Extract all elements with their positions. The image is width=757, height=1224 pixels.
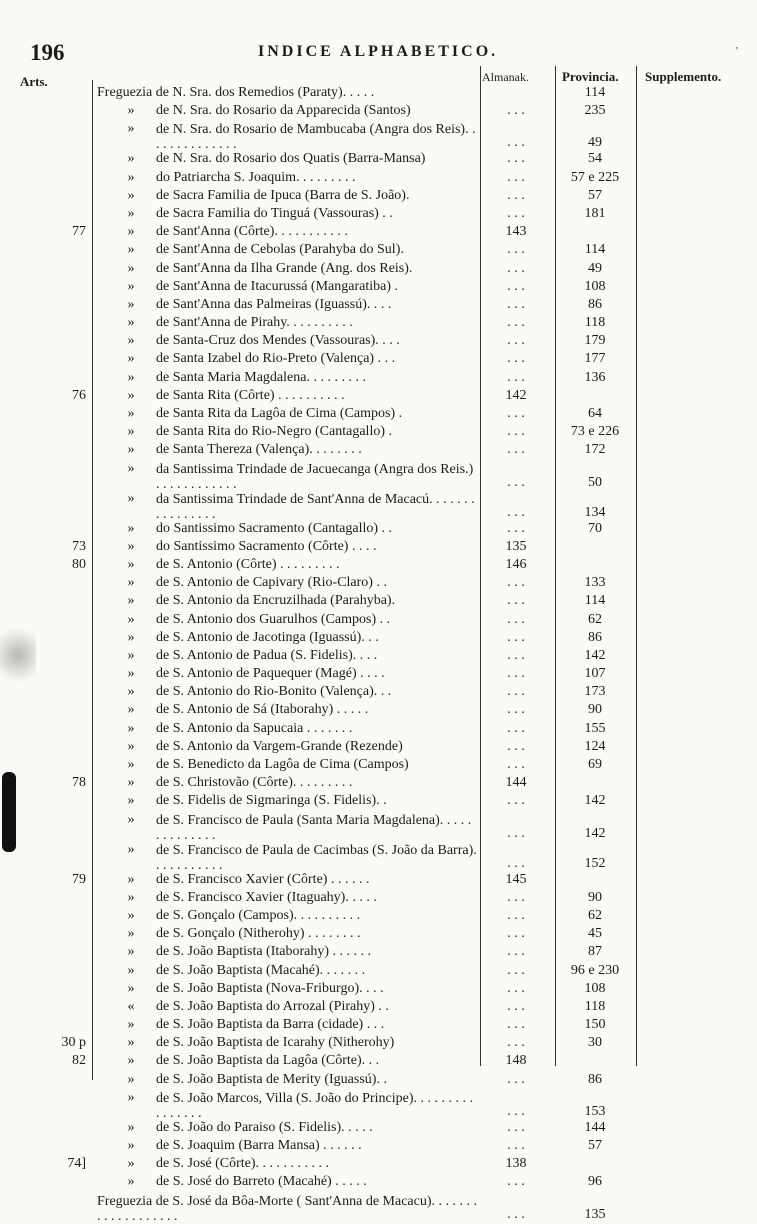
index-row <box>0 280 757 298</box>
row-almanak-page: . . . <box>507 135 525 151</box>
index-row <box>0 407 757 425</box>
row-arts-ref: 76 <box>72 387 86 403</box>
row-provincia-page: 179 <box>584 333 606 349</box>
row-ditto-mark: » <box>127 889 135 905</box>
index-row <box>0 722 757 740</box>
row-provincia-page: 62 <box>588 907 602 923</box>
row-ditto-mark: » <box>127 702 135 718</box>
row-entry-text: de Sacra Familia do Tinguá (Vassouras) . . <box>156 206 393 221</box>
index-row <box>0 1091 757 1121</box>
row-ditto-mark: » <box>127 757 135 772</box>
row-provincia-page: 50 <box>588 474 602 490</box>
index-row <box>0 982 757 1000</box>
row-provincia-page: 142 <box>584 793 606 809</box>
row-ditto-mark: » <box>127 611 135 627</box>
row-ditto-mark: » <box>127 169 135 185</box>
index-row <box>0 540 757 558</box>
row-entry-text: do Patriarcha S. Joaquim. . . . . . . . . <box>156 170 356 185</box>
row-almanak-page: . . . <box>507 575 525 591</box>
row-almanak-page: . . . <box>507 187 525 203</box>
row-almanak-page: . . . <box>507 926 525 942</box>
row-almanak-page: . . . <box>507 260 525 276</box>
row-almanak-page: . . . <box>507 406 525 421</box>
row-provincia-page: 73 e 226 <box>570 424 620 440</box>
row-ditto-mark: » <box>127 333 135 349</box>
index-row <box>0 86 757 104</box>
row-almanak-page: . . . <box>507 907 525 923</box>
row-provincia-page: 114 <box>584 85 606 100</box>
row-provincia-page: 30 <box>588 1035 602 1051</box>
row-provincia-page: 235 <box>584 103 606 119</box>
row-provincia-page: 64 <box>588 406 602 421</box>
corner-mark: ' <box>736 46 738 57</box>
row-arts-ref: 74] <box>67 1156 86 1172</box>
row-entry-text: de Santa Izabel do Rio-Preto (Valença) . . . <box>156 352 396 367</box>
row-almanak-page: 135 <box>505 538 527 554</box>
row-entry-text: de S. Antonio do Rio-Bonito (Valença). . . <box>156 685 392 700</box>
row-ditto-mark: » <box>127 1174 135 1190</box>
row-almanak-page: 146 <box>505 556 527 572</box>
row-arts-ref: 79 <box>72 871 86 887</box>
row-entry-text: de S. Francisco de Paula (Santa Maria Magdalena). . . . . . . . . . . . . . <box>156 812 472 843</box>
row-ditto-mark: » <box>127 1017 135 1033</box>
row-almanak-page: . . . <box>507 666 525 682</box>
row-ditto-mark: » <box>127 1119 135 1135</box>
row-ditto-mark: » <box>127 593 135 609</box>
row-entry-text: de Sacra Familia de Ipuca (Barra de S. João). <box>156 188 410 203</box>
row-provincia-page: 45 <box>588 926 602 942</box>
index-row <box>0 522 757 540</box>
row-ditto-mark: » <box>127 242 135 258</box>
row-ditto-mark: » <box>127 224 135 240</box>
row-ditto-mark: » <box>127 841 135 857</box>
row-provincia-page: 173 <box>584 684 606 700</box>
row-entry-text: de Sant'Anna de Itacurussá (Mangaratiba) . <box>156 279 398 294</box>
row-entry-text: de Santa Maria Magdalena. . . . . . . . . <box>156 370 366 385</box>
index-row <box>0 243 757 261</box>
row-almanak-page: . . . <box>507 647 525 663</box>
row-ditto-mark: » <box>127 684 135 700</box>
row-provincia-page: 49 <box>588 135 602 151</box>
row-entry-text: de S. João Baptista da Lagôa (Côrte). . . <box>156 1054 380 1069</box>
row-almanak-page: . . . <box>507 1138 525 1153</box>
row-ditto-mark: » <box>127 351 135 367</box>
row-entry-text: de S. João Baptista de Merity (Iguassú). . <box>156 1072 387 1087</box>
row-provincia-page: 108 <box>584 278 606 294</box>
row-ditto-mark: » <box>127 871 135 887</box>
index-row <box>0 152 757 170</box>
row-provincia-page: 135 <box>584 1206 606 1222</box>
row-ditto-mark: » <box>127 907 135 923</box>
row-entry-text: de S. Christovão (Côrte). . . . . . . . . <box>156 776 353 791</box>
row-entry-text: de S. Antonio de Jacotinga (Iguassú). . . <box>156 630 379 645</box>
row-entry-text: Freguezia de S. José da Bôa-Morte ( Sant'Anna de Macacu). . . . . . . . . . . . . . . . . . . <box>97 1193 478 1224</box>
row-provincia-page: 134 <box>584 504 606 520</box>
row-entry-text: de S. João Baptista da Barra (cidade) . . . <box>156 1018 385 1033</box>
row-almanak-page: . . . <box>507 1119 525 1135</box>
index-row <box>0 794 757 812</box>
row-ditto-mark: » <box>127 424 135 440</box>
row-almanak-page: . . . <box>507 720 525 736</box>
row-ditto-mark: » <box>127 296 135 312</box>
row-ditto-mark: » <box>127 647 135 663</box>
row-ditto-mark: » <box>127 1053 135 1069</box>
index-row <box>0 703 757 721</box>
row-almanak-page: . . . <box>507 757 525 772</box>
index-row <box>0 758 757 776</box>
row-entry-text: da Santissima Trindade de Sant'Anna de Macacú. . . . . . . . . . . . . . . . <box>156 491 475 522</box>
row-almanak-page: 143 <box>505 224 527 240</box>
row-provincia-page: 49 <box>588 260 602 276</box>
row-entry-text: do Santissimo Sacramento (Côrte) . . . . <box>156 539 377 554</box>
row-entry-text: de Santa Rita do Rio-Negro (Cantagallo) . <box>156 425 392 440</box>
row-provincia-page: 108 <box>584 980 606 996</box>
row-ditto-mark: » <box>127 538 135 554</box>
row-entry-text: de S. Fidelis de Sigmaringa (S. Fidelis). . <box>156 794 387 809</box>
row-arts-ref: 77 <box>72 224 86 240</box>
row-provincia-page: 133 <box>584 575 606 591</box>
row-ditto-mark: » <box>127 490 135 506</box>
row-provincia-page: 96 <box>588 1174 602 1190</box>
row-provincia-page: 70 <box>588 520 602 536</box>
row-almanak-page: . . . <box>507 351 525 367</box>
index-row <box>0 334 757 352</box>
row-almanak-page: 145 <box>505 871 527 887</box>
row-provincia-page: 54 <box>588 151 602 167</box>
page-title: INDICE ALPHABETICO. <box>258 43 499 60</box>
index-row <box>0 298 757 316</box>
row-ditto-mark: « <box>127 998 135 1014</box>
index-row <box>0 316 757 334</box>
index-row <box>0 262 757 280</box>
column-header-arts: Arts. <box>20 74 48 89</box>
row-arts-ref: 30 p <box>61 1035 86 1051</box>
row-entry-text: de S. Francisco Xavier (Côrte) . . . . . . <box>156 872 370 887</box>
row-almanak-page: . . . <box>507 738 525 754</box>
row-ditto-mark: » <box>127 793 135 809</box>
row-ditto-mark: » <box>127 387 135 403</box>
row-entry-text: de S. Antonio (Côrte) . . . . . . . . . <box>156 557 340 572</box>
index-row <box>0 594 757 612</box>
row-almanak-page: 148 <box>505 1053 527 1069</box>
row-almanak-page: . . . <box>507 629 525 645</box>
row-ditto-mark: » <box>127 460 135 476</box>
row-entry-text: da Santissima Trindade de Jacuecanga (Angra dos Reis.) . . . . . . . . . . . . <box>156 461 474 492</box>
row-almanak-page: . . . <box>507 702 525 718</box>
row-entry-text: de S. Antonio de Sá (Itaborahy) . . . . . <box>156 703 369 718</box>
row-almanak-page: . . . <box>507 151 525 167</box>
index-row <box>0 207 757 225</box>
index-row <box>0 425 757 443</box>
row-entry-text: de N. Sra. do Rosario da Apparecida (Santos) <box>156 104 411 119</box>
index-row <box>0 225 757 243</box>
row-almanak-page: . . . <box>507 424 525 440</box>
row-ditto-mark: » <box>127 962 135 978</box>
row-almanak-page: . . . <box>507 889 525 905</box>
row-entry-text: de S. Gonçalo (Nitherohy) . . . . . . . . <box>156 927 361 942</box>
row-almanak-page: . . . <box>507 1071 525 1087</box>
index-row <box>0 492 757 522</box>
row-provincia-page: 181 <box>584 205 606 221</box>
index-row <box>0 1157 757 1175</box>
row-entry-text: de S. Antonio da Sapucaia . . . . . . . <box>156 721 353 736</box>
row-provincia-page: 57 e 225 <box>570 169 620 185</box>
index-row <box>0 685 757 703</box>
index-row <box>0 813 757 843</box>
row-entry-text: de Santa-Cruz dos Mendes (Vassouras). . . . <box>156 334 400 349</box>
row-entry-text: de S. Antonio de Capivary (Rio-Claro) . . <box>156 576 387 591</box>
index-row <box>0 122 757 152</box>
row-provincia-page: 114 <box>584 242 606 258</box>
row-ditto-mark: » <box>127 629 135 645</box>
row-ditto-mark: » <box>127 278 135 294</box>
row-ditto-mark: » <box>127 575 135 591</box>
row-entry-text: de S. Benedicto da Lagôa de Cima (Campos) <box>156 758 409 772</box>
row-ditto-mark: » <box>127 556 135 572</box>
row-provincia-page: 144 <box>584 1119 606 1135</box>
row-provincia-page: 107 <box>584 666 606 682</box>
row-ditto-mark: » <box>127 1138 135 1153</box>
row-arts-ref: 78 <box>72 775 86 791</box>
row-ditto-mark: » <box>127 187 135 203</box>
row-provincia-page: 155 <box>584 720 606 736</box>
row-provincia-page: 69 <box>588 757 602 772</box>
index-row <box>0 1121 757 1139</box>
row-entry-text: de Santa Rita (Côrte) . . . . . . . . . . <box>156 388 345 403</box>
row-almanak-page: . . . <box>507 825 525 841</box>
row-almanak-page: 142 <box>505 387 527 403</box>
row-entry-text: de Santa Thereza (Valença). . . . . . . . <box>156 443 362 458</box>
row-provincia-page: 90 <box>588 702 602 718</box>
row-ditto-mark: » <box>127 1071 135 1087</box>
row-entry-text: de Sant'Anna (Côrte). . . . . . . . . . . <box>156 225 348 240</box>
index-row <box>0 1000 757 1018</box>
index-row <box>0 558 757 576</box>
row-entry-text: de S. Antonio da Vargem-Grande (Rezende) <box>156 739 403 754</box>
row-provincia-page: 86 <box>588 1071 602 1087</box>
row-provincia-page: 124 <box>584 738 606 754</box>
index-row <box>0 843 757 873</box>
row-provincia-page: 62 <box>588 611 602 627</box>
index-row <box>0 171 757 189</box>
row-almanak-page: . . . <box>507 1103 525 1119</box>
index-row <box>0 1018 757 1036</box>
row-almanak-page: . . . <box>507 369 525 385</box>
index-row <box>0 891 757 909</box>
row-almanak-page: . . . <box>507 1206 525 1222</box>
row-almanak-page: . . . <box>507 962 525 978</box>
index-table <box>0 86 757 1224</box>
row-provincia-page: 142 <box>584 647 606 663</box>
row-ditto-mark: » <box>127 926 135 942</box>
row-provincia-page: 150 <box>584 1017 606 1033</box>
row-almanak-page: . . . <box>507 296 525 312</box>
row-entry-text: de Santa Rita da Lagôa de Cima (Campos) . <box>156 407 403 421</box>
row-ditto-mark: » <box>127 520 135 536</box>
column-header-provincia: Provincia. <box>562 69 619 84</box>
row-entry-text: do Santissimo Sacramento (Cantagallo) . . <box>156 521 393 536</box>
row-entry-text: de S. Francisco de Paula de Cacimbas (S. João da Barra). . . . . . . . . . . <box>156 842 477 873</box>
row-ditto-mark: » <box>127 666 135 682</box>
index-row <box>0 909 757 927</box>
row-provincia-page: 177 <box>584 351 606 367</box>
row-arts-ref: 80 <box>72 556 86 572</box>
row-ditto-mark: » <box>127 442 135 458</box>
row-almanak-page: . . . <box>507 333 525 349</box>
row-ditto-mark: » <box>127 369 135 385</box>
row-almanak-page: 144 <box>505 775 527 791</box>
row-entry-text: de Sant'Anna da Ilha Grande (Ang. dos Reis). <box>156 261 413 276</box>
row-provincia-page: 96 e 230 <box>570 962 620 978</box>
index-row <box>0 189 757 207</box>
row-ditto-mark: » <box>127 811 135 827</box>
index-row <box>0 945 757 963</box>
row-entry-text: de S. José (Côrte). . . . . . . . . . . <box>156 1157 330 1172</box>
row-entry-text: Freguezia de N. Sra. dos Remedios (Paraty). . . . . <box>97 86 375 100</box>
row-almanak-page: . . . <box>507 315 525 331</box>
index-row <box>0 389 757 407</box>
row-provincia-page: 118 <box>584 315 606 331</box>
index-row <box>0 1194 757 1224</box>
row-almanak-page: . . . <box>507 1035 525 1051</box>
row-provincia-page: 172 <box>584 442 606 458</box>
row-almanak-page: . . . <box>507 278 525 294</box>
index-row <box>0 443 757 461</box>
index-row <box>0 1175 757 1193</box>
row-almanak-page: . . . <box>507 103 525 119</box>
row-entry-text: de S. João Baptista (Nova-Friburgo). . . . <box>156 981 384 996</box>
row-ditto-mark: » <box>127 406 135 421</box>
column-header-supplemento: Supplemento. <box>645 69 722 84</box>
row-ditto-mark: » <box>127 980 135 996</box>
row-provincia-page: 142 <box>584 825 606 841</box>
row-almanak-page: . . . <box>507 442 525 458</box>
index-row <box>0 1139 757 1157</box>
row-ditto-mark: » <box>127 121 135 137</box>
index-row <box>0 964 757 982</box>
index-row <box>0 1054 757 1072</box>
index-row <box>0 352 757 370</box>
row-almanak-page: . . . <box>507 205 525 221</box>
index-row <box>0 1036 757 1054</box>
row-ditto-mark: » <box>127 738 135 754</box>
index-row <box>0 873 757 891</box>
index-row <box>0 1073 757 1091</box>
row-almanak-page: . . . <box>507 980 525 996</box>
row-entry-text: de S. Antonio de Padua (S. Fidelis). . . . <box>156 648 378 663</box>
row-entry-text: de S. João Baptista (Itaborahy) . . . . . . <box>156 945 372 960</box>
row-almanak-page: . . . <box>507 504 525 520</box>
row-entry-text: de S. Antonio dos Guarulhos (Campos) . . <box>156 612 391 627</box>
row-provincia-page: 118 <box>584 998 606 1014</box>
row-provincia-page: 57 <box>588 1138 602 1153</box>
row-almanak-page: . . . <box>507 855 525 871</box>
index-row <box>0 667 757 685</box>
index-row <box>0 649 757 667</box>
row-provincia-page: 86 <box>588 296 602 312</box>
row-arts-ref: 73 <box>72 538 86 554</box>
row-almanak-page: . . . <box>507 944 525 960</box>
row-entry-text: de S. Antonio de Paquequer (Magé) . . . . <box>156 667 385 682</box>
row-entry-text: de S. João do Paraiso (S. Fidelis). . . . . <box>156 1120 373 1135</box>
index-row <box>0 740 757 758</box>
row-almanak-page: . . . <box>507 793 525 809</box>
row-entry-text: de S. João Baptista do Arrozal (Pirahy) . . <box>156 999 389 1014</box>
row-provincia-page: 153 <box>584 1103 606 1119</box>
index-row <box>0 927 757 945</box>
row-ditto-mark: » <box>127 720 135 736</box>
row-almanak-page: . . . <box>507 474 525 490</box>
row-provincia-page: 152 <box>584 855 606 871</box>
row-entry-text: de S. João Baptista de Icarahy (Nitherohy) <box>156 1036 395 1051</box>
row-provincia-page: 87 <box>588 944 602 960</box>
row-almanak-page: . . . <box>507 998 525 1014</box>
row-entry-text: de S. João Marcos, Villa (S. João do Principe). . . . . . . . . . . . . . . . <box>156 1090 473 1121</box>
row-ditto-mark: » <box>127 205 135 221</box>
row-ditto-mark: » <box>127 103 135 119</box>
row-entry-text: de S. João Baptista (Macahé). . . . . . . <box>156 963 366 978</box>
row-ditto-mark: » <box>127 151 135 167</box>
index-row <box>0 462 757 492</box>
row-provincia-page: 86 <box>588 629 602 645</box>
row-entry-text: de N. Sra. do Rosario de Mambucaba (Angra dos Reis). . . . . . . . . . . . . . <box>156 122 476 153</box>
row-ditto-mark: » <box>127 1089 135 1105</box>
row-entry-text: de S. José do Barreto (Macahé) . . . . . <box>156 1175 367 1190</box>
row-entry-text: de Sant'Anna de Cebolas (Parahyba do Sul). <box>156 243 404 258</box>
row-ditto-mark: » <box>127 775 135 791</box>
row-provincia-page: 136 <box>584 369 606 385</box>
row-entry-text: de S. Joaquim (Barra Mansa) . . . . . . <box>156 1139 362 1153</box>
row-entry-text: de S. Gonçalo (Campos). . . . . . . . . . <box>156 908 361 923</box>
row-arts-ref: 82 <box>72 1053 86 1069</box>
index-row <box>0 613 757 631</box>
row-entry-text: de Sant'Anna das Palmeiras (Iguassú). . . . <box>156 297 392 312</box>
row-ditto-mark: » <box>127 1035 135 1051</box>
row-entry-text: de N. Sra. do Rosario dos Quatis (Barra-Mansa) <box>156 152 426 167</box>
row-almanak-page: . . . <box>507 611 525 627</box>
row-almanak-page: . . . <box>507 684 525 700</box>
row-almanak-page: . . . <box>507 242 525 258</box>
row-almanak-page: . . . <box>507 593 525 609</box>
row-almanak-page: . . . <box>507 1174 525 1190</box>
index-row <box>0 576 757 594</box>
index-row <box>0 104 757 122</box>
column-header-almanak: Almanak. <box>482 70 529 84</box>
row-almanak-page: . . . <box>507 1017 525 1033</box>
index-row <box>0 371 757 389</box>
row-ditto-mark: » <box>127 1156 135 1172</box>
row-ditto-mark: » <box>127 260 135 276</box>
row-entry-text: de S. Francisco Xavier (Itaguahy). . . . . <box>156 890 377 905</box>
page-number: 196 <box>30 40 65 65</box>
index-row <box>0 776 757 794</box>
row-ditto-mark: » <box>127 315 135 331</box>
row-provincia-page: 90 <box>588 889 602 905</box>
row-entry-text: de Sant'Anna de Pirahy. . . . . . . . . . <box>156 316 353 331</box>
row-entry-text: de S. Antonio da Encruzilhada (Parahyba). <box>156 594 396 609</box>
row-almanak-page: 138 <box>505 1156 527 1172</box>
index-row <box>0 631 757 649</box>
row-provincia-page: 114 <box>584 593 606 609</box>
row-provincia-page: 57 <box>588 187 602 203</box>
row-almanak-page: . . . <box>507 520 525 536</box>
row-almanak-page: . . . <box>507 169 525 185</box>
row-ditto-mark: » <box>127 944 135 960</box>
